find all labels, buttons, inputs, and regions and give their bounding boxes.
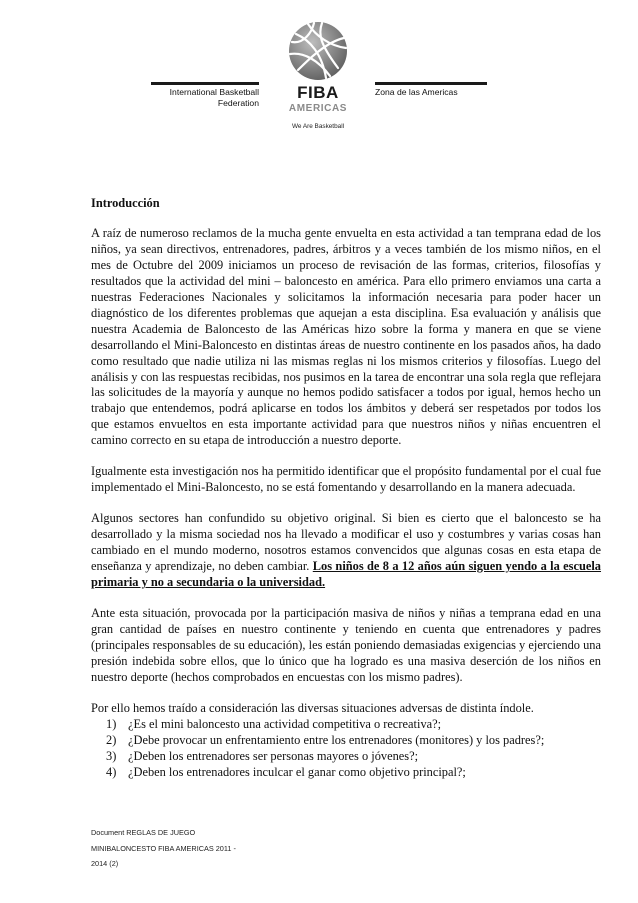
header-org-line-1: International Basketball (169, 87, 259, 97)
header-org-name (140, 87, 259, 109)
logo-tagline: We Are Basketball (291, 123, 345, 130)
list-item-number: 2) (106, 732, 117, 747)
list-item-text: ¿Deben los entrenadores inculcar el ganar como objetivo principal?; (128, 764, 466, 779)
paragraph-considerations: Por ello hemos traído a consideración las diversas situaciones adversas de distinta índole. (91, 700, 534, 715)
paragraph-objective-emphasis: Los niños de 8 a 12 años aún siguen yendo a la escuela primaria y no a secundaria o la universidad. (91, 559, 602, 590)
header-rule-right (375, 82, 487, 85)
document-body (91, 196, 601, 781)
paragraph-intro: A raíz de numeroso reclamos de la mucha gente envuelta en esta actividad a tan temprana edad de los niños, ya sean directivos, entrenadores, padres, árbitros y a veces también de los mismo niños, en el mes de Octubre del 2009 iniciamos un proceso de revisación de las formas, criterios, filosofías y resultados que la actividad del mini – baloncesto en américa. Para ello primero enviamos una carta a nuestras Federaciones Nacionales y solicitamos la información necesaria para poder hacer un diagnóstico de los diferentes problemas que aquejan a esta disciplina. Esa evaluación y análisis que nuestra Academia de Baloncesto de las Américas hizo sobre la forma y manera en que se viene desarrollando el Mini-Baloncesto en distintas áreas de nuestro continente en los pasados años, ha dado como resultado que nadie utiliza ni las mismas reglas ni los mismos criterios y filosofías. Luego del análisis y con las respuestas recibidas, nos pusimos en la tarea de encontrar una sola regla que reflejara las solicitudes de la mayoría y aunque no hemos podido satisfacer a todos por igual, hemos hecho un trabajo que entendemos, podrá aplicarse en todos los ámbitos y deberá ser respetados por todos los que estamos envueltos en esta importante actividad para que nuestros niños y niñas encuentren el camino correcto en su etapa de introducción a nuestro deporte. (91, 225, 601, 448)
footer-line-2: MINIBALONCESTO FIBA AMERICAS 2011 - (91, 843, 236, 853)
header-rule-left (151, 82, 259, 85)
list-item (106, 765, 601, 781)
list-item-text: ¿Deben los entrenadores ser personas mayores o jóvenes?; (128, 748, 419, 763)
header-zone-name: Zona de las Americas (375, 87, 458, 97)
paragraph-objective-text: Algunos sectores han confundido su objetivo original. Si bien es cierto que el baloncesto se ha desarrollado y la misma sociedad nos ha llevado a modificar el uso y costumbres y varias cosas han cambiado en el mundo moderno, nosotros estamos convencidos que algunas cosas en esta etapa de enseñanza y aprendizaje, no deben cambiar. (91, 511, 601, 574)
basketball-globe-icon (286, 20, 350, 82)
list-item-number: 4) (106, 764, 117, 779)
list-item-number: 3) (106, 748, 117, 763)
logo-wordmark: FIBA (297, 83, 339, 102)
page-footer (91, 825, 271, 872)
paragraph-situation: Ante esta situación, provocada por la participación masiva de niños y niñas a temprana edad en una gran cantidad de países en nuestro continente y teniendo en cuenta que entrenadores y padres (principales responsables de su educación), les están poniendo demasiadas exigencias y ejerciendo una presión indebida sobre ellos, que lo único que ha logrado es una masiva deserción de los niños en nuestro deporte (hechos comprobados en encuestas con los mismo padres). (91, 605, 601, 684)
logo-region: AMERICAS (288, 103, 348, 114)
list-item (106, 749, 601, 765)
list-item (106, 733, 601, 749)
list-item (106, 717, 601, 733)
list-item-text: ¿Debe provocar un enfrentamiento entre los entrenadores (monitores) y los padres?; (128, 732, 545, 747)
footer-line-3: 2014 (2) (91, 859, 119, 869)
list-item-text: ¿Es el mini baloncesto una actividad competitiva o recreativa?; (128, 716, 442, 731)
question-list (91, 717, 601, 781)
header-org-line-2: Federation (217, 98, 259, 108)
footer-line-1: Document REGLAS DE JUEGO (91, 828, 196, 837)
list-item-number: 1) (106, 716, 117, 731)
section-heading: Introducción (91, 196, 160, 210)
paragraph-objective (91, 511, 601, 591)
paragraph-investigation: Igualmente esta investigación nos ha permitido identificar que el propósito fundamental por el cual fue implementado el Mini-Baloncesto, no se está fomentando y desarrollando en la manera adecuada. (91, 464, 601, 495)
